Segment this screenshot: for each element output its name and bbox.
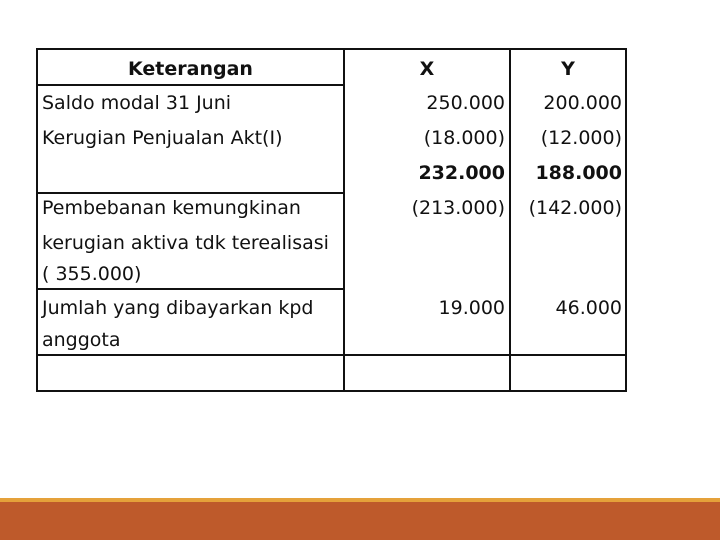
cell-x: 19.000 — [438, 297, 505, 319]
cell-y: 200.000 — [543, 92, 622, 114]
header-x: X — [419, 58, 435, 80]
row-label-pembebanan-line-1: Pembebanan kemungkinan — [42, 197, 301, 219]
header-y: Y — [561, 58, 575, 80]
cell-x: 250.000 — [426, 92, 505, 114]
row-label-kerugian-penjualan: Kerugian Penjualan Akt(I) — [42, 127, 283, 149]
header-keterangan: Keterangan — [128, 58, 253, 80]
cell-y: 46.000 — [555, 297, 622, 319]
row-label-saldo-modal: Saldo modal 31 Juni — [42, 92, 232, 114]
row-label-jumlah-line-1: Jumlah yang dibayarkan kpd — [42, 297, 314, 319]
data-table — [36, 48, 627, 392]
subtotal-x: 232.000 — [418, 162, 505, 184]
subtotal-y: 188.000 — [535, 162, 622, 184]
row-label-pembebanan-line-3: ( 355.000) — [42, 263, 142, 285]
row-divider — [38, 288, 343, 290]
row-label-pembebanan-line-2: kerugian aktiva tdk terealisasi — [42, 232, 329, 254]
row-divider — [38, 192, 343, 194]
footer-bar — [0, 502, 720, 540]
row-divider — [38, 354, 625, 356]
row-label-jumlah-line-2: anggota — [42, 329, 121, 351]
cell-y: (12.000) — [540, 127, 622, 149]
cell-y: (142.000) — [528, 197, 622, 219]
row-divider — [38, 84, 343, 86]
cell-x: (213.000) — [411, 197, 505, 219]
cell-x: (18.000) — [423, 127, 505, 149]
